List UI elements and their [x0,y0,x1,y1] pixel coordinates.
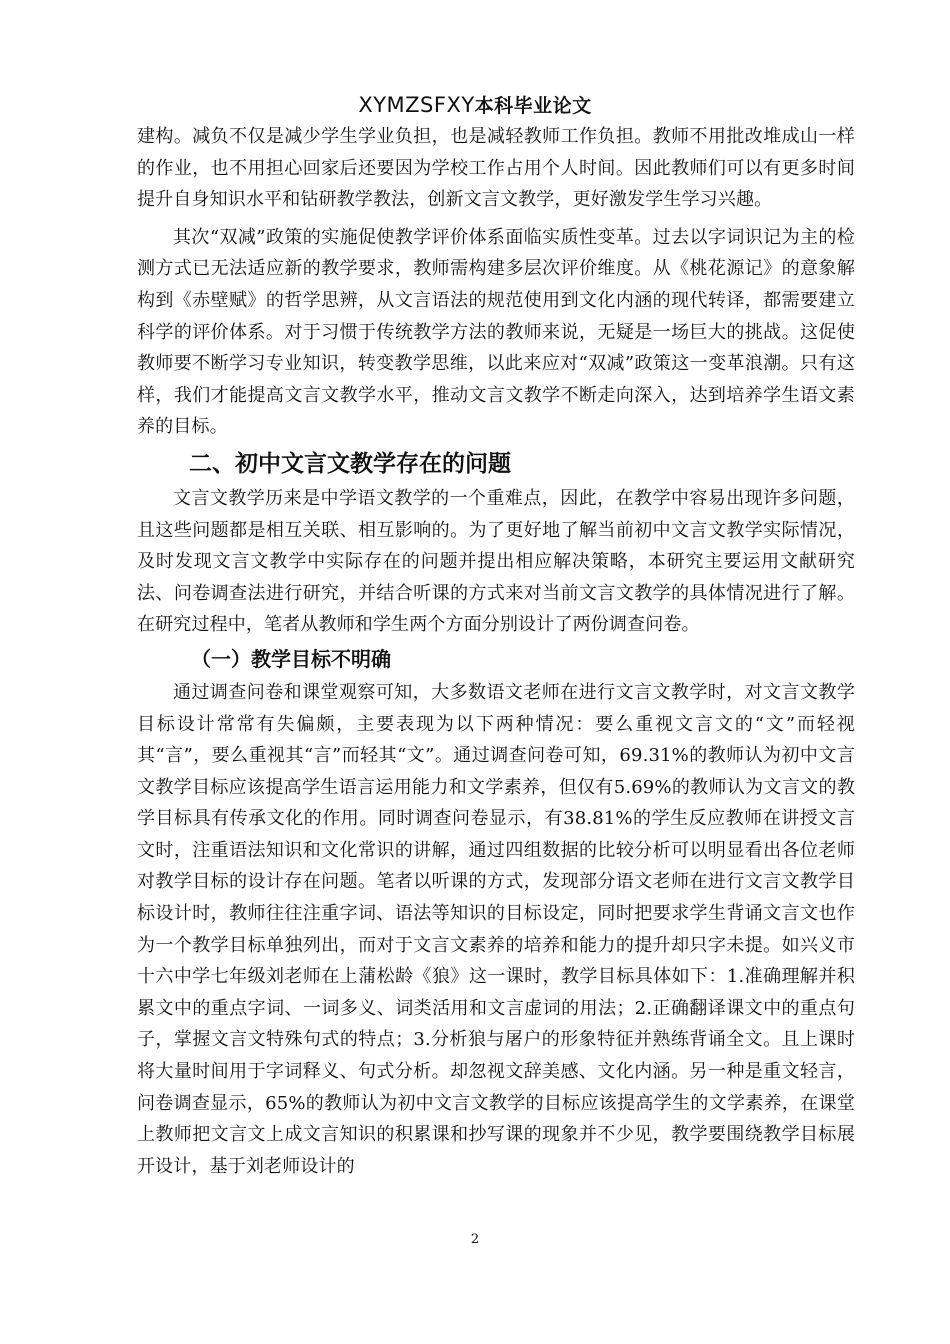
subsection-heading: （一）教学目标不明确 [191,646,391,671]
paragraph-1: 建构。减负不仅是减少学生学业负担，也是减轻教师工作负担。教师不用批改堆成山一样的作业，也不用担心回家后还要因为学校工作占用个人时间。因此教师们可以有更多时间提升自身知识水平和钻研教学教法，创新文言文教学，更好激发学生学习兴趣。 [137,126,855,211]
page-content [137,121,855,1182]
header-code: XYMZSFXY [358,93,475,117]
page-number: 2 [470,1232,480,1247]
page-header [0,92,950,119]
paragraph-3: 文言文教学历来是中学语文教学的一个重难点，因此，在教学中容易出现许多问题，且这些问题都是相互关联、相互影响的。为了更好地了解当前初中文言文教学实际情况，及时发现文言文教学中实际存在的问题并提出相应解决策略，本研究主要运用文献研究法、问卷调查法进行研究，并结合听课的方式来对当前文言文教学的具体情况进行了解。在研究过程中，笔者从教师和学生两个方面分别设计了两份调查问卷。 [137,487,855,636]
section-heading: 二、初中文言文教学存在的问题 [189,450,511,477]
header-label: 本科毕业论文 [474,95,592,117]
paragraph-4: 通过调查问卷和课堂观察可知，大多数语文老师在进行文言文教学时，对文言文教学目标设计常常有失偏颇，主要表现为以下两种情况：要么重视文言文的“文”而轻视其“言”，要么重视其“言”而轻其“文”。通过调查问卷可知，69.31%的教师认为初中文言文教学目标应该提高学生语言运用能力和文学素养，但仅有5.69%的教师认为文言文的教学目标具有传承文化的作用。同时调查问卷显示，有38.81%的学生反应教师在讲授文言文时，注重语法知识和文化常识的讲解，通过四组数据的比较分析可以明显看出各位老师对教学目标的设计存在问题。笔者以听课的方式，发现部分语文老师在进行文言文教学目标设计时，教师往往注重字词、语法等知识的目标设定，同时把要求学生背诵文言文也作为一个教学目标单独列出，而对于文言文素养的培养和能力的提升却只字未提。如兴义市十六中学七年级刘老师在上蒲松龄《狼》这一课时，教学目标具体如下：1.准确理解并积累文中的重点字词、一词多义、词类活用和文言虚词的用法；2.正确翻译课文中的重点句子，掌握文言文特殊句式的特点；3.分析狼与屠户的形象特征并熟练背诵全文。且上课时将大量时间用于字词释义、句式分析。却忽视文辞美感、文化内涵。另一种是重文轻言，问卷调查显示，65%的教师认为初中文言文教学的目标应该提高学生的文学素养，在课堂上教师把文言文上成文言知识的积累课和抄写课的现象并不少见，教学要围绕教学目标展开设计，基于刘老师设计的 [137,681,855,1177]
paragraph-2: 其次“双减”政策的实施促使教学评价体系面临实质性变革。过去以字词识记为主的检测方式已无法适应新的教学要求，教师需构建多层次评价维度。从《桃花源记》的意象解构到《赤壁赋》的哲学思辨，从文言语法的规范使用到文化内涵的现代转译，都需要建立科学的评价体系。对于习惯于传统教学方法的教师来说，无疑是一场巨大的挑战。这促使教师要不断学习专业知识，转变教学思维，以此来应对“双减”政策这一变革浪潮。只有这样，我们才能提高文言文教学水平，推动文言文教学不断走向深入，达到培养学生语文素养的目标。 [137,226,855,438]
